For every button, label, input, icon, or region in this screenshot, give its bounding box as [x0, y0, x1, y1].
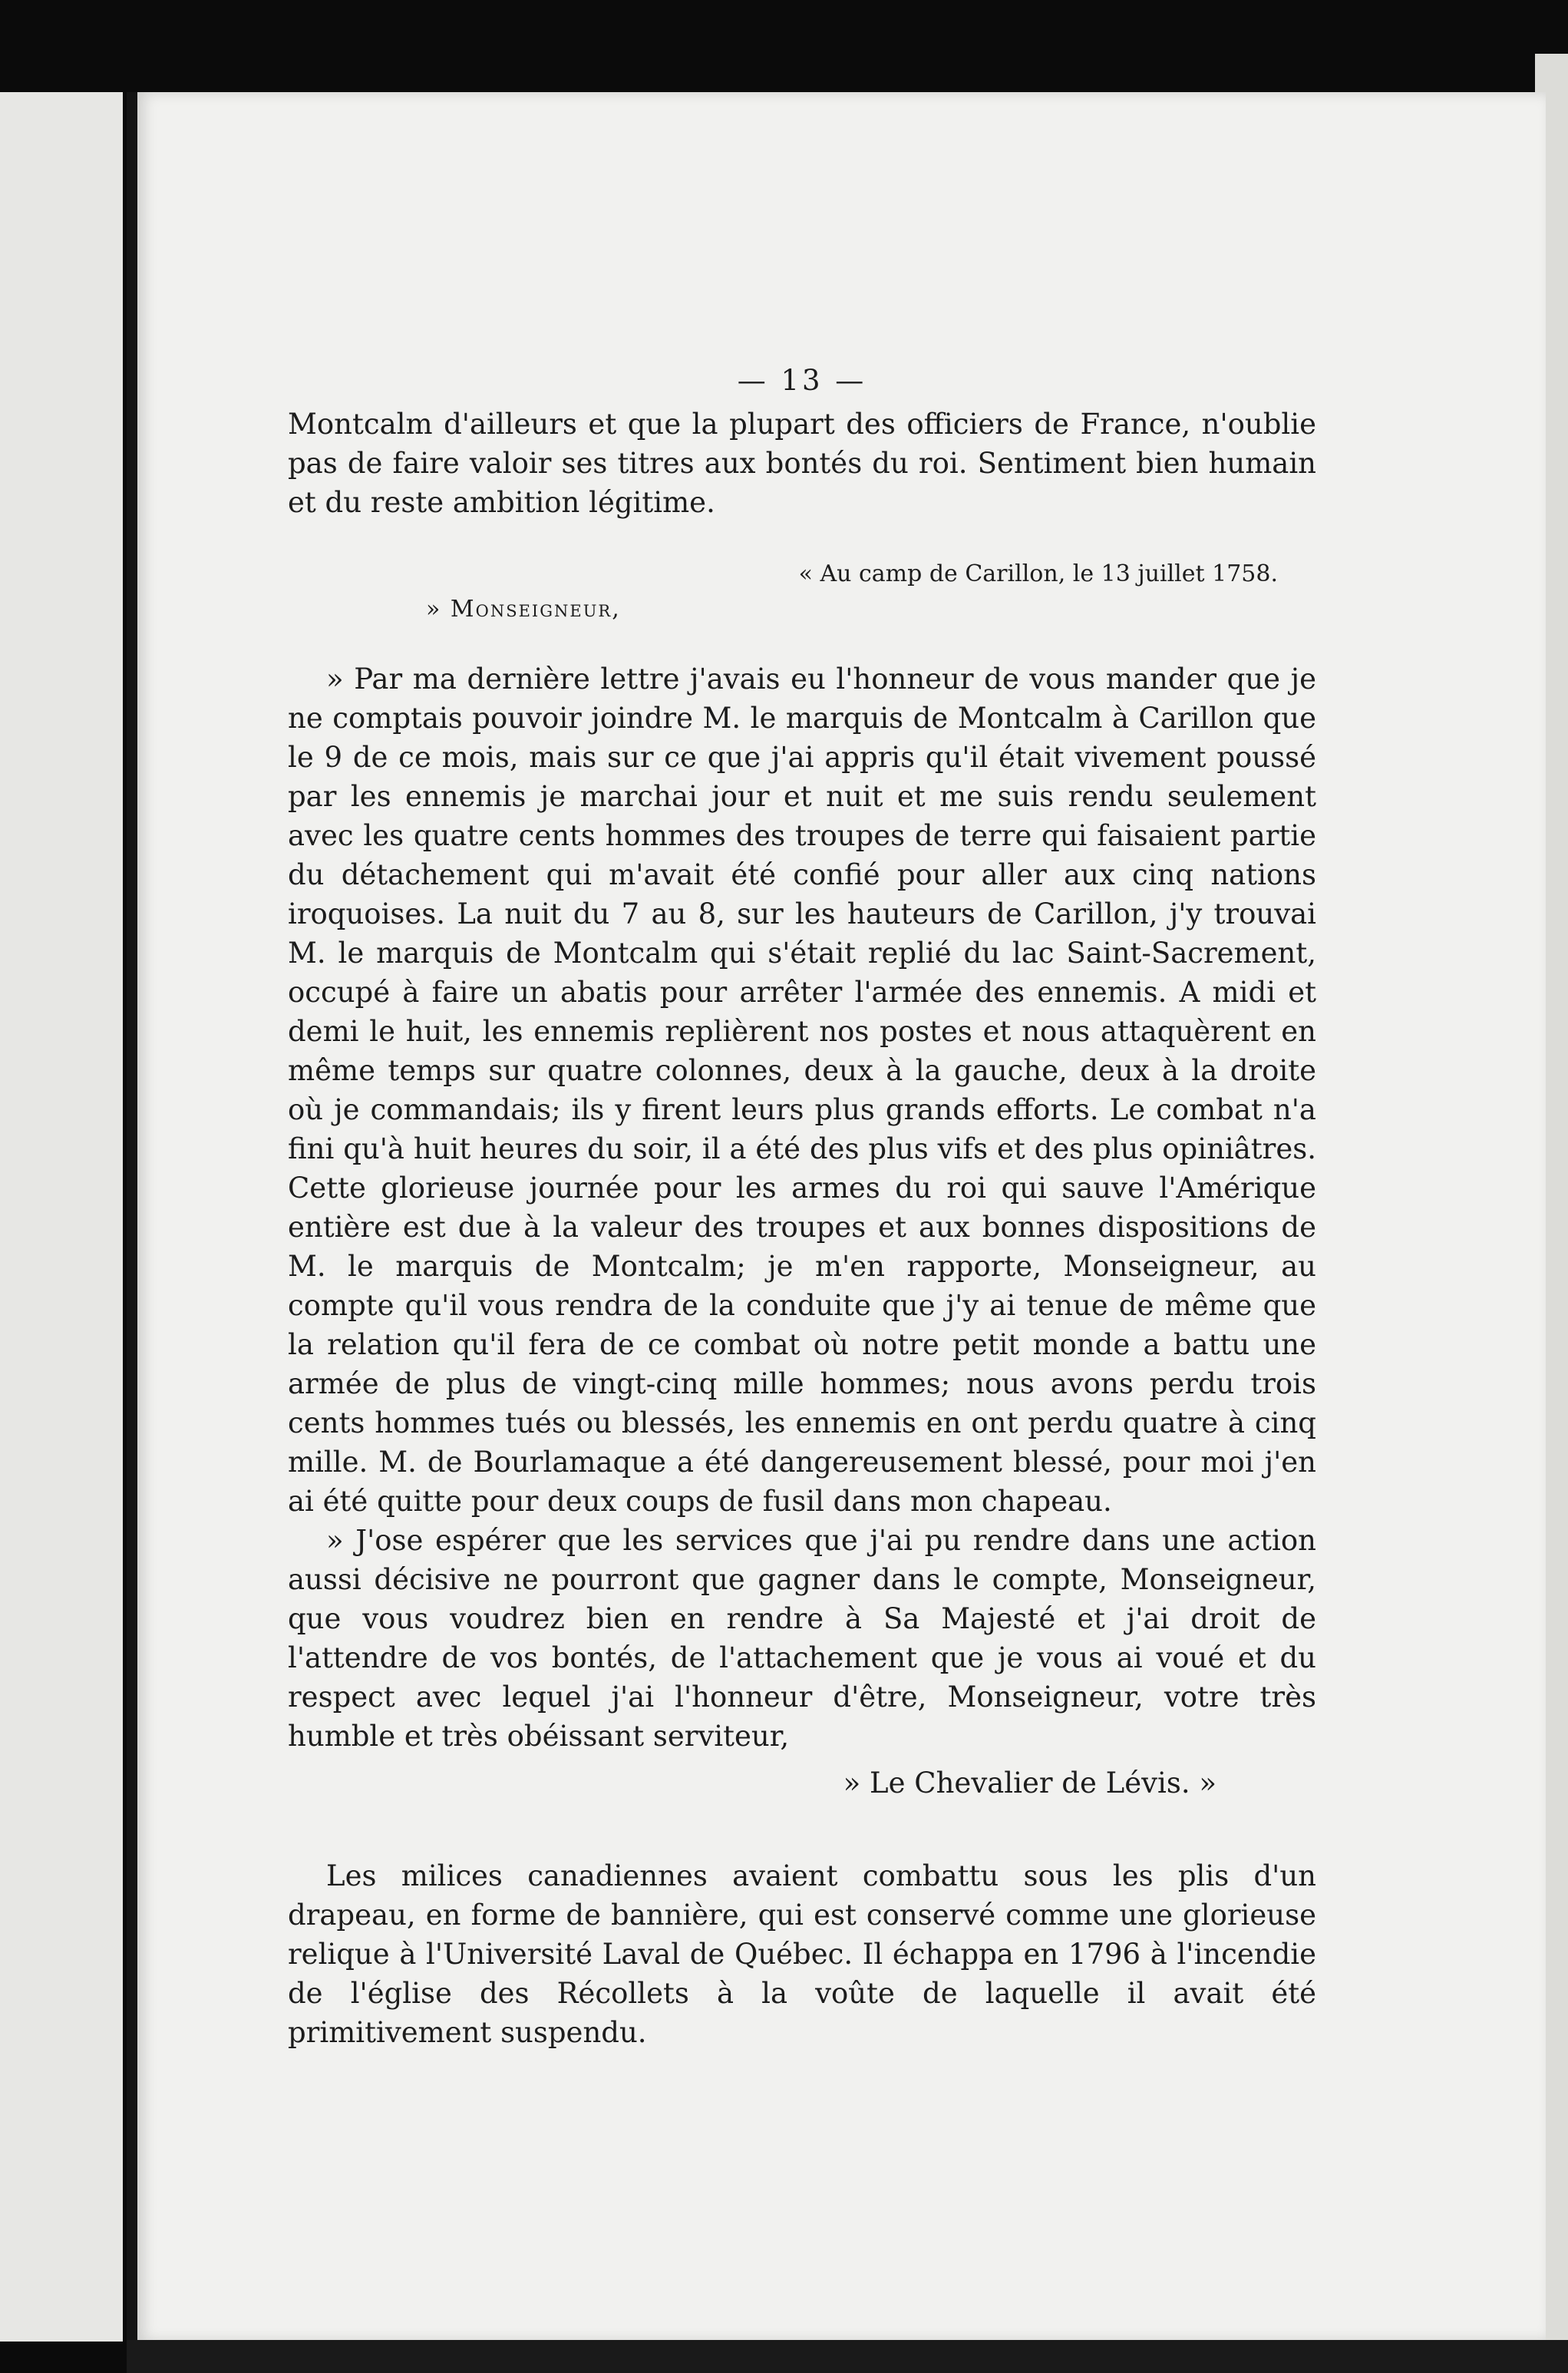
letter-salutation: » Monseigneur,: [426, 596, 621, 623]
letter-paragraph-1: » Par ma dernière lettre j'avais eu l'honneur de vous mander que je ne comptais pouvoir joindre M. le marquis de Montcalm à Carillon que le 9 de ce mois, mais sur ce que j'ai appris qu'il était vivement poussé par les ennemis je marchai jour et nuit et me suis rendu seulement avec les quatre cents hommes des troupes de terre qui faisaient partie du détachement qui m'avait été confié pour aller aux cinq nations iroquoises. La nuit du 7 au 8, sur les hauteurs de Carillon, j'y trouvai M. le marquis de Montcalm qui s'était replié du lac Saint-Sacrement, occupé à faire un abatis pour arrêter l'armée des ennemis. A midi et demi le huit, les ennemis replièrent nos postes et nous attaquèrent en même temps sur quatre colonnes, deux à la gauche, deux à la droite où je commandais; ils y firent leurs plus grands efforts. Le combat n'a fini qu'à huit heures du soir, il a été des plus vifs et des plus opiniâtres. Cette glorieuse journée pour les armes du roi qui sauve l'Amérique entière est due à la valeur des troupes et aux bonnes dispositions de M. le marquis de Montcalm; je m'en rapporte, Monseigneur, au compte qu'il vous rendra de la conduite que j'y ai tenue de même que la relation qu'il fera de ce combat où notre petit monde a battu une armée de plus de vingt-cinq mille hommes; nous avons perdu trois cents hommes tués ou blessés, les ennemis en ont perdu quatre à cinq mille. M. de Bourlamaque a été dangereusement blessé, pour moi j'en ai été quitte pour deux coups de fusil dans mon chapeau.: [288, 663, 1316, 1518]
intro-paragraph: Montcalm d'ailleurs et que la plupart des officiers de France, n'oublie pas de faire valoir ses titres aux bontés du roi. Sentiment bien humain et du reste ambition légitime.: [288, 408, 1316, 519]
page-text: [288, 361, 1316, 2052]
closing-paragraph: Les milices canadiennes avaient combattu sous les plis d'un drapeau, en forme de bannière, qui est conservé comme une glorieuse relique à l'Université Laval de Québec. Il échappa en 1796 à l'incendie de l'église des Récollets à la voûte de laquelle il avait été primitivement suspendu.: [288, 1859, 1316, 2049]
facing-page-edge: [0, 92, 123, 2342]
page-number: — 13 —: [737, 364, 867, 397]
letter-paragraph-2: » J'ose espérer que les services que j'ai pu rendre dans une action aussi décisive ne pourront que gagner dans le compte, Monseigneur, que vous voudrez bien en rendre à Sa Majesté et j'ai droit de l'attendre de vos bontés, de l'attachement que je vous ai voué et du respect avec lequel j'ai l'honneur d'être, Monseigneur, votre très humble et très obéissant serviteur,: [288, 1524, 1316, 1753]
letter-signature: » Le Chevalier de Lévis. »: [843, 1767, 1216, 1800]
letter-dateline: « Au camp de Carillon, le 13 juillet 1758.: [798, 560, 1278, 587]
scan-bottom-border: [127, 2340, 1568, 2373]
